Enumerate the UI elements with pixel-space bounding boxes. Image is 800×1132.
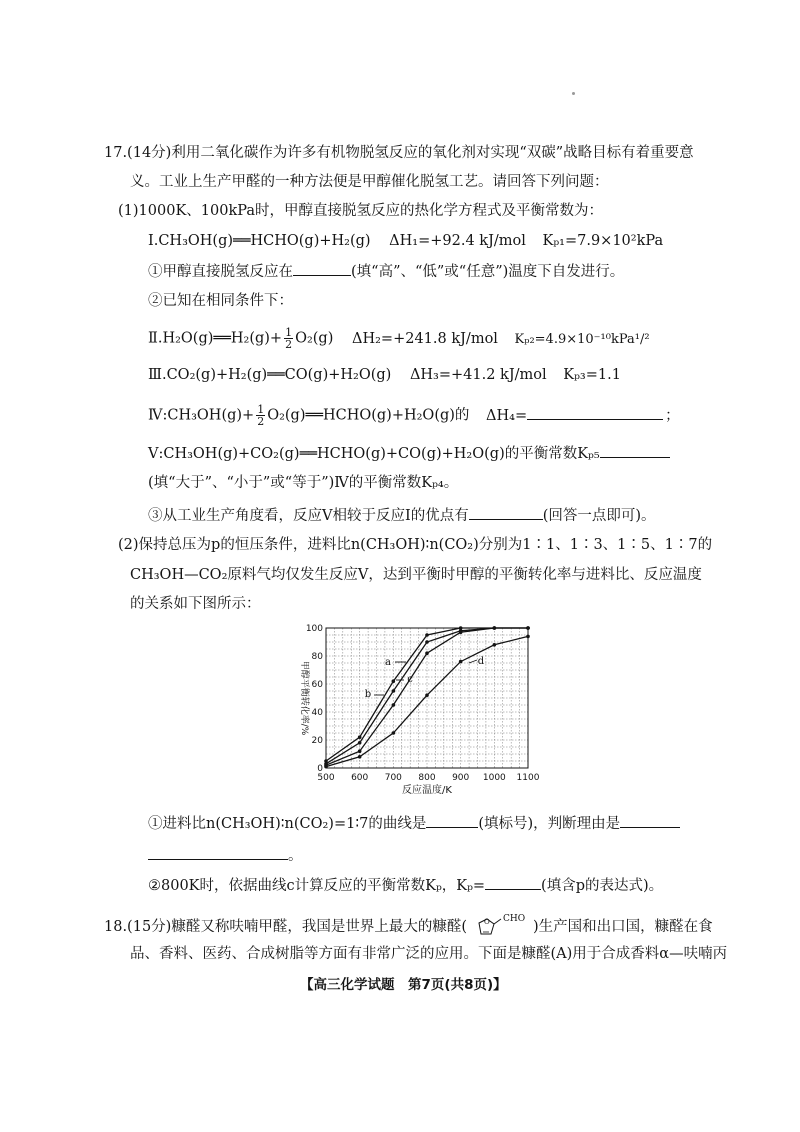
answer-blank-sub1[interactable]: [293, 261, 351, 276]
q17-intro-line2: 义。工业上生产甲醛的一种方法便是甲醇催化脱氢工艺。请回答下列问题：: [130, 174, 609, 190]
scan-speck: [572, 92, 575, 95]
curve-label-d: d: [477, 656, 485, 667]
q17-part2-sub1-text-b: (填标号)，判断理由是: [478, 816, 621, 832]
fraction-denominator: 2: [257, 415, 265, 428]
reaction-1: [148, 231, 663, 251]
fraction-numerator: 1: [257, 403, 265, 416]
q17-sub1: [148, 261, 624, 282]
series-point-a: [425, 633, 429, 637]
q17-intro-line1: 17.(14分)利用二氧化碳作为许多有机物脱氢反应的氧化剂对实现“双碳”战略目标有着重要意: [104, 145, 694, 161]
furan-ring-icon: [467, 912, 533, 942]
y-tick-label: 0: [317, 764, 323, 774]
reaction-4-end: ；: [665, 407, 680, 424]
answer-blank-curve[interactable]: [426, 813, 478, 828]
curve-label-a: a: [385, 657, 391, 668]
reaction-2-equation-a: Ⅱ.H₂O(g)══H₂(g)+: [148, 330, 283, 347]
reaction-2: [148, 327, 650, 350]
x-tick-label: 500: [317, 773, 335, 783]
reaction-4-enthalpy-label: ΔH₄=: [486, 407, 528, 424]
answer-blank-kp[interactable]: [485, 875, 541, 890]
x-tick-label: 600: [351, 773, 369, 783]
reaction-1-equation: Ⅰ.CH₃OH(g)══HCHO(g)+H₂(g): [148, 233, 371, 249]
q17-part2-sub1: [148, 813, 680, 834]
q17-part2-sub2: [148, 875, 663, 896]
series-point-a: [392, 679, 396, 683]
series-point-c: [425, 651, 429, 655]
series-point-d: [392, 731, 396, 735]
series-point-c: [459, 630, 463, 634]
fraction-half: [284, 327, 293, 350]
reaction-3-equation: Ⅲ.CO₂(g)+H₂(g)══CO(g)+H₂O(g): [148, 367, 392, 383]
page-footer: 【高三化学试题 第7页(共8页)】: [300, 977, 507, 993]
series-point-d: [459, 660, 463, 664]
q17-sub3: [148, 505, 656, 526]
x-tick-label: 900: [452, 773, 470, 783]
series-point-b: [358, 741, 362, 745]
y-tick-label: 80: [311, 652, 323, 662]
q18-line1-text-b: )生产国和出口国，糠醛在食: [532, 919, 713, 935]
q17-part2-sub2-text-a: ②800K时，依据曲线c计算反应的平衡常数Kₚ，Kₚ=: [148, 878, 486, 894]
furfural-structure: [467, 912, 533, 942]
q17-sub2-heading: ②已知在相同条件下：: [148, 293, 293, 309]
q17-sub3-text-a: ③从工业生产角度看，反应Ⅴ相较于反应Ⅰ的优点有: [148, 508, 469, 524]
cho-label: CHO: [502, 914, 526, 924]
q17-part2-line2: CH₃OH—CO₂原料气均仅发生反应Ⅴ，达到平衡时甲醇的平衡转化率与进料比、反应温度: [130, 567, 702, 583]
x-tick-label: 700: [384, 773, 402, 783]
reaction-2-enthalpy: ΔH₂=+241.8 kJ/mol: [351, 330, 498, 347]
answer-blank-dh4[interactable]: [527, 405, 663, 420]
fraction-half-2: [256, 404, 265, 427]
reaction-1-enthalpy: ΔH₁=+92.4 kJ/mol: [389, 233, 526, 249]
series-point-a: [358, 735, 362, 739]
chart-labels: [299, 624, 540, 796]
q17-sub1-text-b: (填“高”、“低”或“任意”)温度下自发进行。: [351, 264, 625, 280]
curve-pointer-d: [469, 660, 477, 663]
q17-part2-sub1-text-a: ①进料比n(CH₃OH)∶n(CO₂)=1∶7的曲线是: [148, 816, 427, 832]
chart-grid: [326, 628, 528, 768]
answer-blank-reason-1[interactable]: [620, 813, 680, 828]
reaction-4-equation-a: Ⅳ:CH₃OH(g)+: [148, 407, 255, 424]
q17-part1-heading: (1)1000K、100kPa时，甲醇直接脱氢反应的热化学方程式及平衡常数为：: [118, 203, 603, 219]
fraction-denominator: 2: [285, 338, 293, 351]
q17-part2-sub1-cont: [148, 845, 303, 866]
series-point-c: [358, 749, 362, 753]
q17-part2-line1: (2)保持总压为p的恒压条件，进料比n(CH₃OH)∶n(CO₂)分别为1∶1、1∶3、1∶5、1∶7的: [118, 537, 713, 553]
y-tick-label: 60: [311, 680, 323, 690]
reaction-4: [148, 404, 680, 427]
series-point-c: [493, 626, 497, 630]
curve-label-c: c: [407, 674, 413, 685]
answer-blank-sub3[interactable]: [469, 505, 543, 520]
q18-line1: [104, 912, 713, 942]
reaction-3: [148, 365, 621, 385]
y-axis-label: 甲醇平衡转化率/%: [299, 660, 309, 736]
q17-sub3-text-b: (回答一点即可)。: [542, 508, 656, 524]
reaction-2-equation-b: O₂(g): [295, 330, 334, 347]
ring-oxygen-label: O: [483, 918, 490, 926]
y-tick-label: 100: [305, 624, 323, 634]
series-point-b: [392, 689, 396, 693]
reaction-2-kp: Kₚ₂=4.9×10⁻¹⁰kPa¹/²: [514, 331, 650, 347]
q17-part2-line3: 的关系如下图所示：: [130, 596, 261, 612]
answer-blank-kp5[interactable]: [600, 443, 670, 458]
y-tick-label: 40: [311, 708, 323, 718]
q18-line1-text-a: 18.(15分)糠醛又称呋喃甲醛，我国是世界上最大的糠醛(: [104, 919, 467, 935]
x-tick-label: 1100: [516, 773, 540, 783]
series-point-d: [358, 755, 362, 759]
curve-label-b: b: [364, 689, 372, 700]
q17-sub1-text-a: ①甲醇直接脱氢反应在: [148, 264, 293, 280]
series-point-c: [526, 626, 530, 630]
reaction-4-equation-b: O₂(g)══HCHO(g)+H₂O(g)的: [267, 407, 470, 424]
reaction-5-text: Ⅴ:CH₃OH(g)+CO₂(g)══HCHO(g)+CO(g)+H₂O(g)的平衡常数Kₚ₅: [148, 446, 600, 462]
q17-part2-sub2-text-b: (填含p的表达式)。: [541, 878, 664, 894]
conversion-chart: [292, 618, 552, 798]
y-tick-label: 20: [311, 736, 323, 746]
reaction-3-kp: Kₚ₃=1.1: [563, 367, 621, 383]
reaction-1-kp: Kₚ₁=7.9×10²kPa: [542, 233, 664, 249]
series-point-d: [526, 635, 530, 639]
q17-part2-sub1-end: 。: [288, 848, 303, 864]
series-point-d: [324, 765, 328, 769]
x-tick-label: 1000: [482, 773, 506, 783]
answer-blank-reason-2[interactable]: [148, 845, 288, 860]
x-axis-label: 反应温度/K: [402, 785, 452, 796]
series-point-c: [392, 703, 396, 707]
reaction-5-compare: (填“大于”、“小于”或“等于”)Ⅳ的平衡常数Kₚ₄。: [148, 475, 459, 491]
series-point-d: [425, 693, 429, 697]
q18-line2: 品、香料、医药、合成树脂等方面有非常广泛的应用。下面是糠醛(A)用于合成香料α—呋喃丙: [130, 946, 728, 962]
fraction-numerator: 1: [285, 326, 293, 339]
reaction-5: [148, 443, 670, 464]
series-point-d: [493, 643, 497, 647]
series-point-b: [425, 640, 429, 644]
x-tick-label: 800: [418, 773, 436, 783]
reaction-3-enthalpy: ΔH₃=+41.2 kJ/mol: [409, 367, 547, 383]
